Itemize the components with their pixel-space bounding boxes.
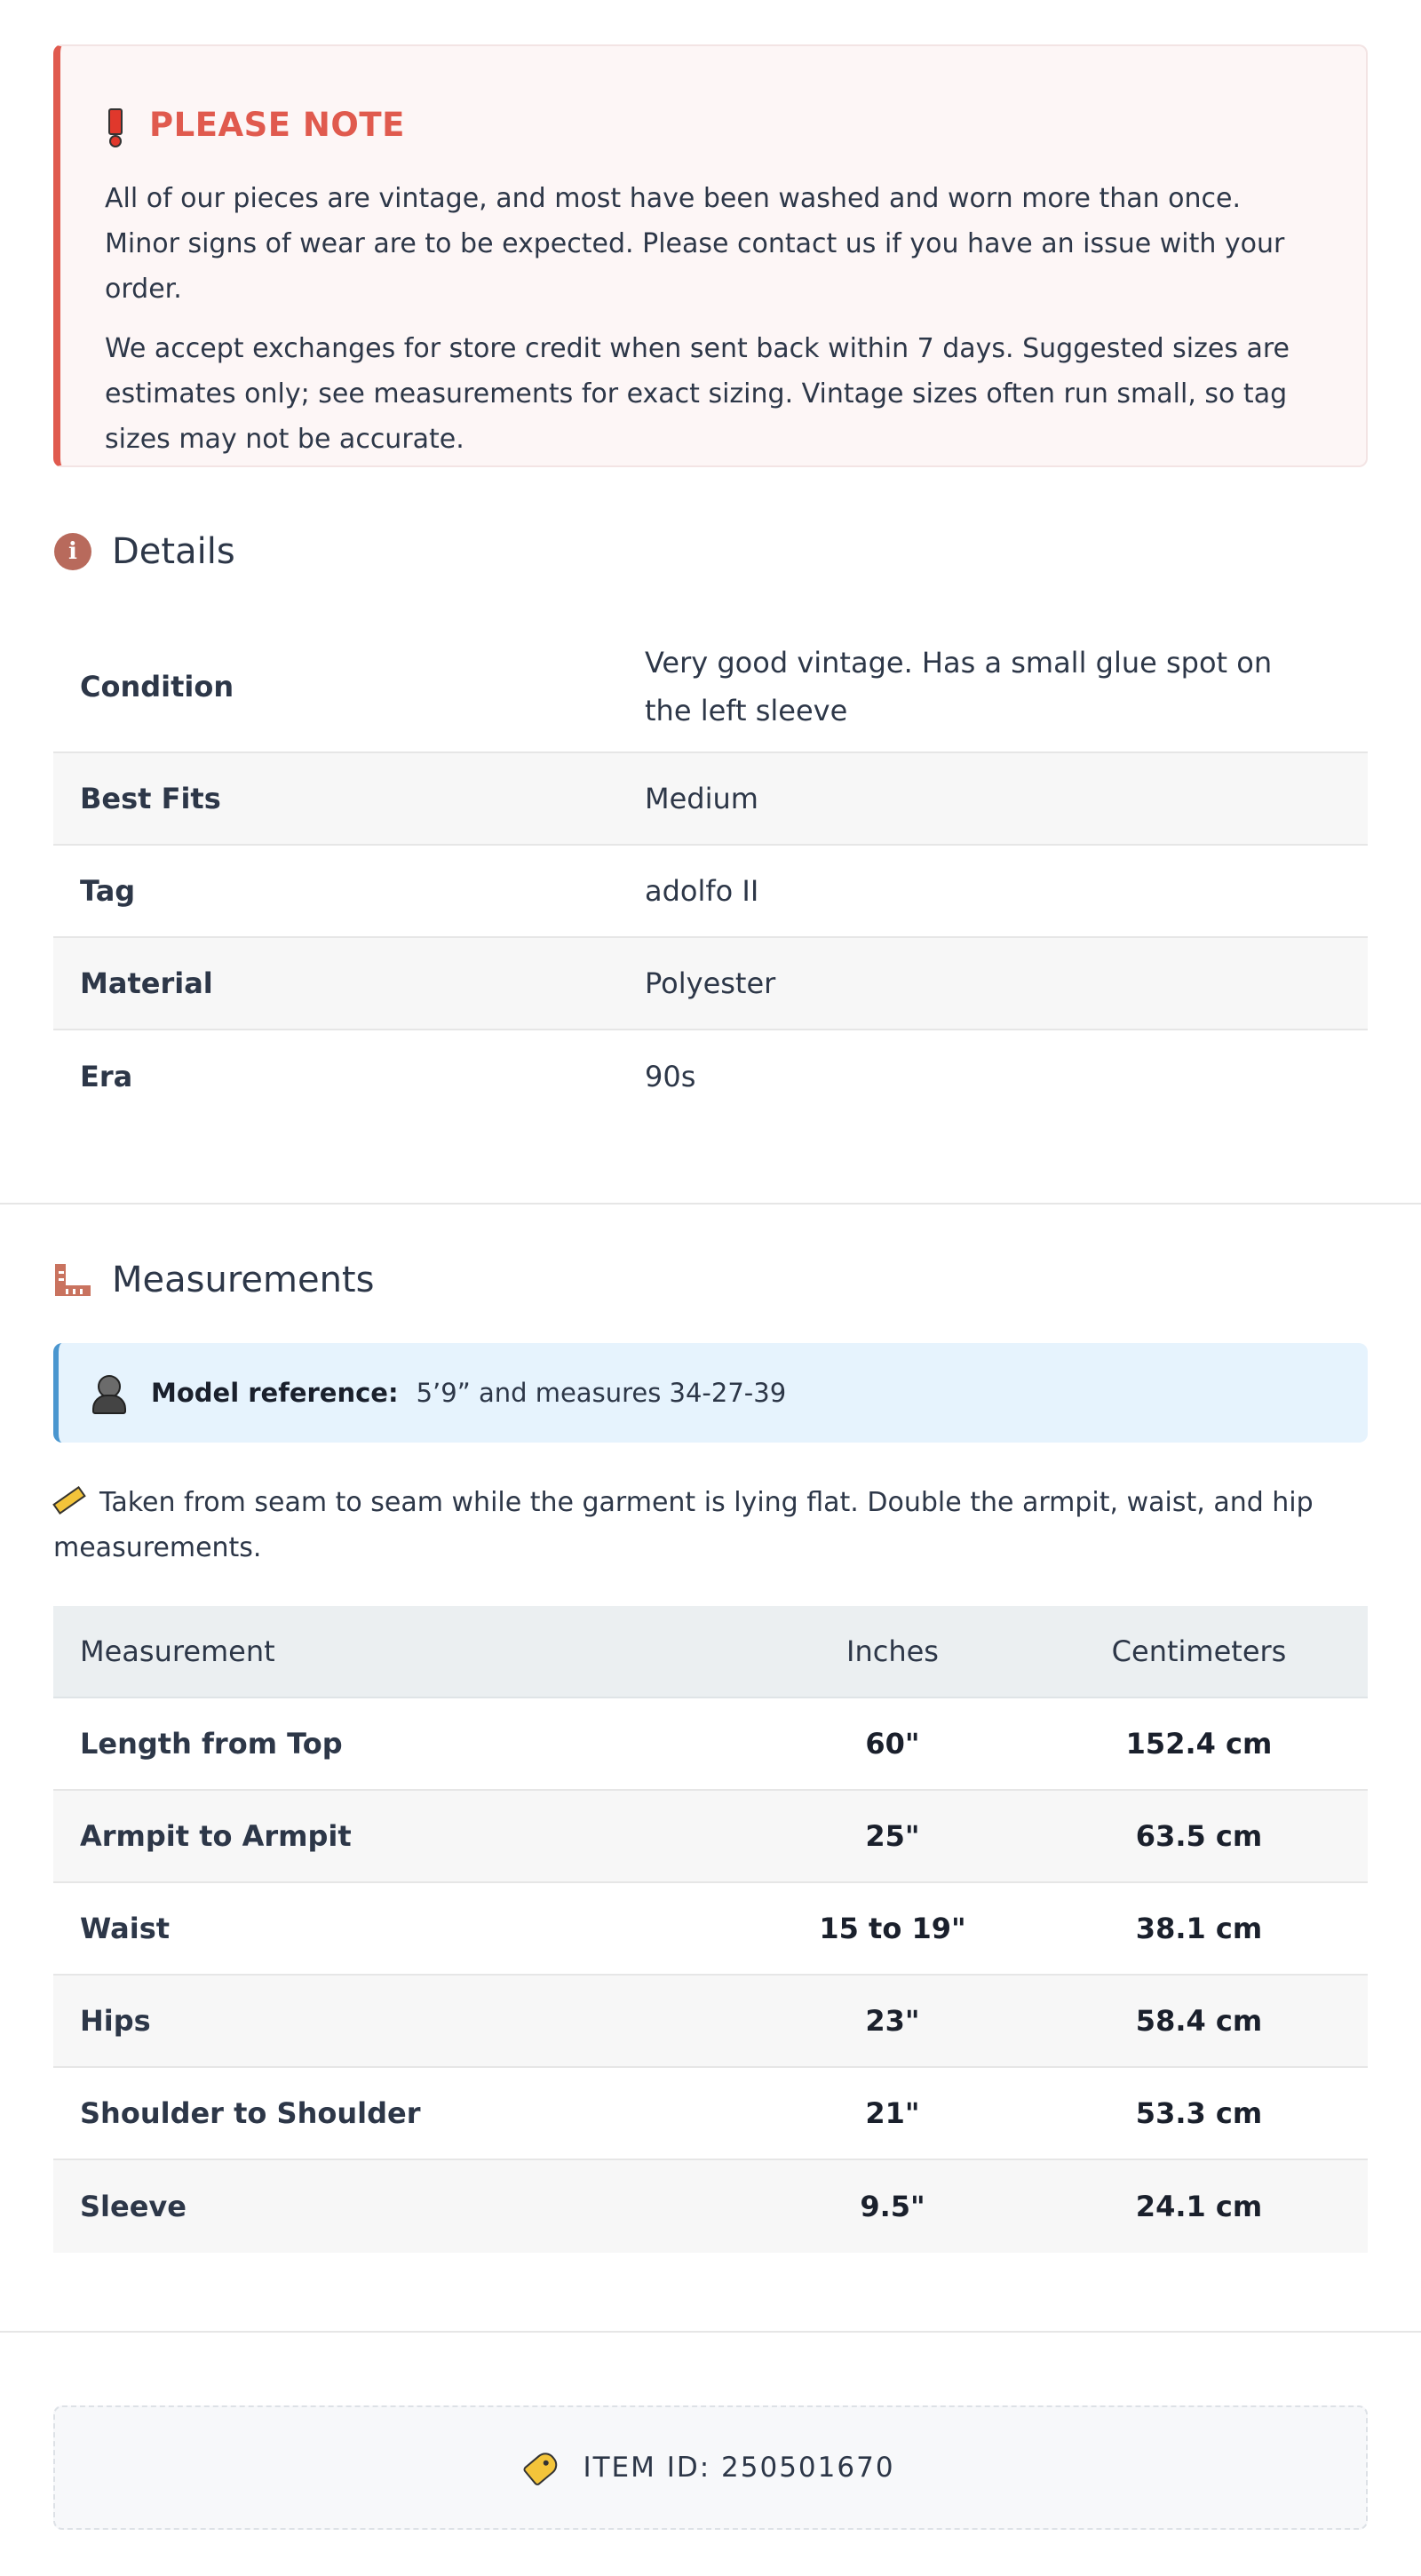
details-label: Best Fits (80, 782, 221, 815)
column-header: Centimeters (1111, 1634, 1287, 1668)
measurement-note-text: Taken from seam to seam while the garment is lying flat. Double the armpit, waist, and hip measurements. (53, 1487, 1314, 1563)
measurement-cm: 152.4 cm (1125, 1727, 1273, 1761)
measurements-title: Measurements (112, 1260, 375, 1300)
table-header (53, 1606, 1368, 1698)
measurement-inches: 25" (865, 1819, 920, 1853)
details-value: Medium (645, 782, 758, 815)
model-reference-label: Model reference: (151, 1378, 399, 1408)
person-icon (92, 1375, 123, 1411)
measurement-cm: 38.1 cm (1135, 1912, 1263, 1945)
item-id: ITEM ID: 250501670 (583, 2452, 895, 2484)
table-row (53, 1698, 1368, 1791)
notice-box (53, 44, 1368, 467)
details-row (53, 846, 1368, 938)
measurement-name: Armpit to Armpit (80, 1819, 352, 1853)
details-title: Details (112, 531, 235, 572)
measurement-inches: 15 to 19" (819, 1912, 966, 1945)
details-heading (53, 531, 235, 572)
table-row (53, 1791, 1368, 1883)
measurement-inches: 23" (865, 2004, 920, 2038)
column-header: Inches (846, 1634, 939, 1668)
notice-paragraph: We accept exchanges for store credit when sent back within 7 days. Suggested sizes are estimates only; see measurements for exact sizing. Vintage sizes often run small, so tag sizes may not be accurate. (105, 333, 1290, 455)
ruler-icon (53, 1260, 92, 1300)
ruler-pencil-icon (52, 1485, 86, 1514)
measurement-cm: 58.4 cm (1135, 2004, 1263, 2038)
details-label: Material (80, 966, 213, 1000)
model-reference (53, 1343, 1368, 1443)
details-label: Tag (80, 874, 136, 908)
details-row (53, 622, 1368, 753)
details-value: adolfo II (645, 874, 759, 908)
measurement-name: Length from Top (80, 1727, 343, 1761)
measurement-note (53, 1480, 1368, 1570)
details-value: 90s (645, 1060, 696, 1093)
measurement-inches: 9.5" (860, 2190, 925, 2223)
measurement-cm: 63.5 cm (1135, 1819, 1263, 1853)
measurements-table (53, 1606, 1368, 2253)
measurement-inches: 21" (865, 2096, 920, 2130)
info-icon: i (53, 532, 92, 571)
details-row (53, 753, 1368, 846)
measurement-name: Sleeve (80, 2190, 187, 2223)
measurements-heading (53, 1260, 374, 1300)
section-divider (0, 1203, 1421, 1205)
table-row (53, 1883, 1368, 1976)
measurement-cm: 24.1 cm (1135, 2190, 1263, 2223)
table-row (53, 2160, 1368, 2253)
measurement-inches: 60" (865, 1727, 920, 1761)
details-row (53, 1030, 1368, 1123)
details-table (53, 622, 1368, 1123)
section-divider (0, 2331, 1421, 2333)
notice-title: PLEASE NOTE (149, 105, 405, 144)
details-row (53, 938, 1368, 1030)
details-label: Condition (80, 670, 234, 704)
item-id-box (53, 2405, 1368, 2530)
table-row (53, 1976, 1368, 2068)
column-header: Measurement (80, 1634, 275, 1668)
notice-paragraph: All of our pieces are vintage, and most have been washed and worn more than once. Minor signs of wear are to be expected. Please contact us if you have an issue with your order. (105, 183, 1285, 305)
measurement-name: Waist (80, 1912, 171, 1945)
model-reference-value: 5’9” and measures 34-27-39 (416, 1378, 787, 1408)
measurement-name: Hips (80, 2004, 151, 2038)
details-value: Polyester (645, 966, 776, 1000)
notice-header (105, 99, 1322, 149)
tag-icon (522, 2448, 561, 2486)
table-row (53, 2068, 1368, 2160)
measurement-name: Shoulder to Shoulder (80, 2096, 421, 2130)
details-value: Very good vintage. Has a small glue spot on the left sleeve (645, 646, 1273, 727)
exclamation-icon (108, 108, 119, 140)
measurement-cm: 53.3 cm (1135, 2096, 1263, 2130)
details-label: Era (80, 1060, 133, 1093)
